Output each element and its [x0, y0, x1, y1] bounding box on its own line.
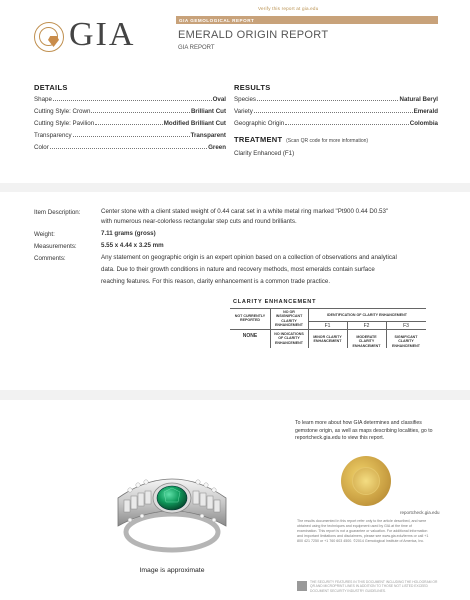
result-row-variety: Variety Emerald [234, 108, 438, 115]
gia-logo: GIA [69, 16, 136, 53]
weight-label: Weight: [34, 231, 55, 238]
comments-line2: data. Due to their growth conditions in nature and recovery methods, most emeralds contain surface [101, 266, 375, 273]
comments-line3: reaching features. For this reason, clarity enhancement is a common trade practice. [101, 278, 331, 285]
gold-seal-hologram-icon [341, 456, 391, 506]
report-header [176, 16, 438, 62]
result-row-origin: Geographic Origin Colombia [234, 120, 438, 127]
clarity-enhancement-table [230, 308, 426, 348]
report-title: EMERALD ORIGIN REPORT [178, 29, 329, 41]
detail-row-crown: Cutting Style: Crown Brilliant Cut [34, 108, 226, 115]
grade-f1: F1 [324, 322, 331, 329]
clarity-enhancement-title: CLARITY ENHANCEMENT [233, 299, 317, 305]
comments-line1: Any statement on geographic origin is an expert opinion based on a collection of observations and analytical [101, 254, 397, 261]
item-description-line1: Center stone with a client stated weight of 0.44 carat set in a white metal ring marked "Pt900 0.44 D0.53" [101, 208, 389, 215]
item-description-label: Item Description: [34, 209, 81, 216]
value-significant: SIGNIFICANT CLARITY ENHANCEMENT [392, 335, 420, 348]
ring-image [112, 440, 232, 560]
header-no-insignificant: NO OR INSIGNIFICANT CLARITY ENHANCEMENT [275, 310, 303, 327]
comments-label: Comments: [34, 255, 66, 262]
section-divider [0, 183, 470, 192]
grade-f3: F3 [403, 322, 409, 329]
image-caption: Image is approximate [139, 567, 205, 574]
result-row-species: Species Natural Beryl [234, 96, 438, 103]
item-description-line2: with numerous near-colorless rectangular step cuts and round brilliants. [101, 218, 297, 225]
section-divider [0, 390, 470, 400]
treatment-value: Clarity Enhanced (F1) [234, 150, 295, 157]
detail-row-shape: Shape Oval [34, 96, 226, 103]
treatment-heading: TREATMENT (Scan QR code for more information) [234, 135, 369, 144]
details-heading: DETAILS [34, 83, 68, 92]
detail-row-transparency: Transparency Transparent [34, 132, 226, 139]
grade-f2: F2 [363, 322, 370, 329]
weight-value: 7.11 grams (gross) [101, 230, 156, 237]
header-bar: GIA GEMOLOGICAL REPORT [176, 16, 438, 24]
value-minor: MINOR CLARITY ENHANCEMENT [313, 335, 342, 344]
info-text: To learn more about how GIA determines and classifies gemstone origin, as well as maps describing localities, go to reportcheck.gia.edu to view this report. [295, 420, 433, 441]
measurements-label: Measurements: [34, 243, 77, 250]
measurements-value: 5.55 x 4.44 x 3.25 mm [101, 242, 164, 249]
security-hologram-icon [297, 581, 307, 591]
security-notice: THE SECURITY FEATURES IN THIS DOCUMENT INCLUDING THE HOLOGRAM OR QR AND MICROPRINT LINES IN ADDITION TO THOSE NOT LISTED EXCEED DOCUMENT SECURITY INDUSTRY GUIDELINES. [310, 580, 438, 593]
report-subtitle: GIA REPORT [178, 45, 215, 51]
value-none: NONE [242, 333, 258, 339]
value-moderate: MODERATE CLARITY ENHANCEMENT [352, 335, 381, 348]
value-no-indications: NO INDICATIONS OF CLARITY ENHANCEMENT [274, 332, 304, 345]
header-identification: IDENTIFICATION OF CLARITY ENHANCEMENT [327, 313, 407, 317]
disclaimer-text: The results documented in this report refer only to the article described, and were obtained using the techniques and equipment used by GIA at the time of examination. This report is not a guarantee or valuation. For additional information and important limitations and disclaimers, please see www.gia.edu/terms or call +1 800 421 7250 or +1 760 603 4500. ©2014 Gemological Institute of America, Inc. [297, 519, 429, 543]
detail-row-pavilion: Cutting Style: Pavilion Modified Brilliant Cut [34, 120, 226, 127]
header-not-reported: NOT CURRENTLY REPORTED [234, 314, 266, 323]
detail-row-color: Color Green [34, 144, 226, 151]
results-heading: RESULTS [234, 83, 271, 92]
verify-link[interactable]: Verify this report at gia.edu [258, 6, 319, 11]
gia-seal-icon [34, 22, 64, 52]
reportcheck-link[interactable]: reportcheck.gia.edu [400, 510, 440, 515]
